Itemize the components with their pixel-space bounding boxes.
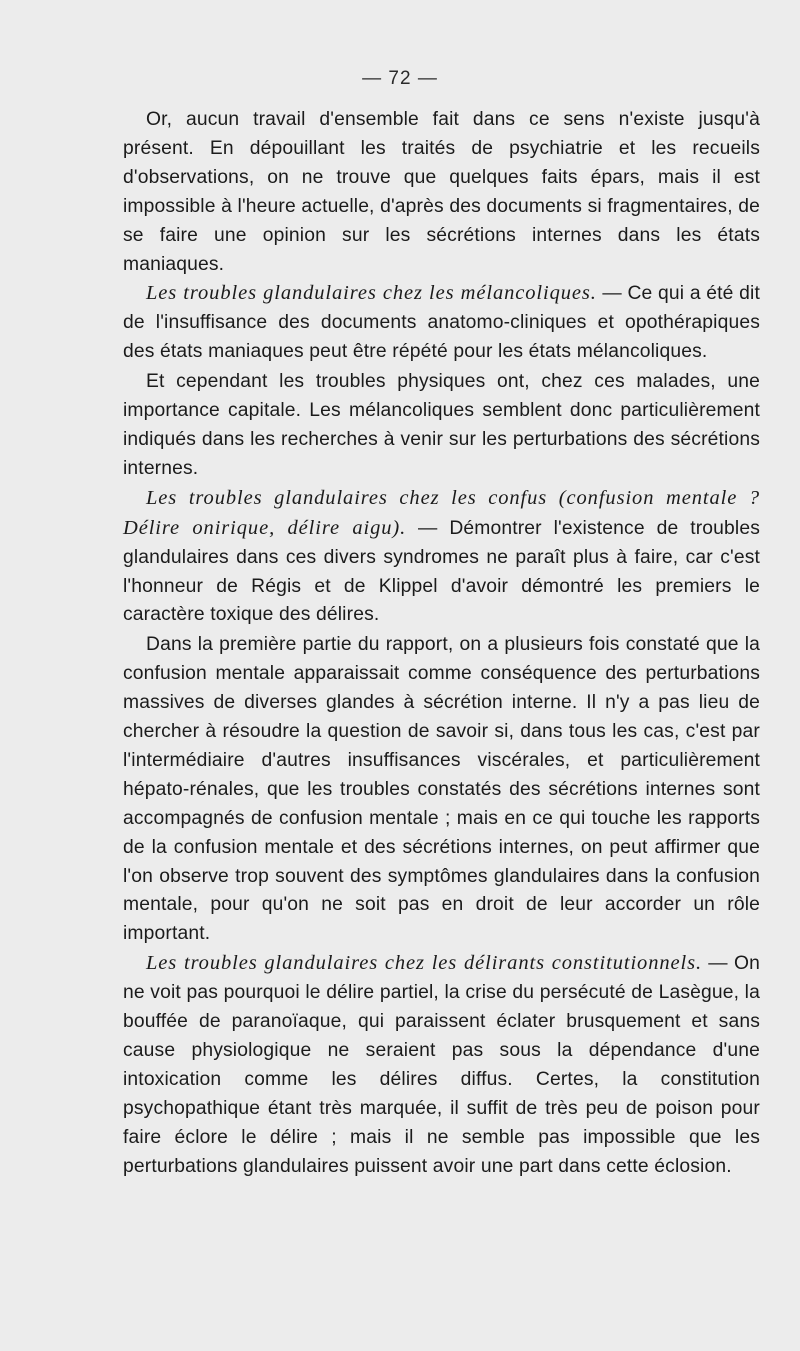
paragraph-text: Dans la première partie du rapport, on a plusieurs fois constaté que la confusion mentale apparaissait comme conséquence des perturbations massives de diverses glandes à sécrétion interne. Il n'y a pas lieu de chercher à résoudre la question de savoir si, dans tous les cas, c'est par l'intermédiaire d'autres insuffisances viscérales, et particulièrement hépato-rénales, que les troubles constatés des sécrétions internes sont accompagnés de confusion mentale ; mais en ce qui touche les rapports de la confusion mentale et des sécrétions internes, on peut affirmer que l'on observe trop souvent des symptômes glandulaires dans la confusion mentale, pour qu'on ne soit pas en droit de leur accorder un rôle important. [123, 634, 760, 945]
paragraph-text: — Démontrer l'existence de troubles glandulaires dans ces divers syndromes ne paraît plus à faire, car c'est l'honneur de Régis et de Klippel d'avoir démontré les premiers le caractère toxique des délires. [123, 517, 760, 626]
paragraph [123, 949, 760, 1181]
section-title: Les troubles glandulaires chez les mélancoliques. [146, 282, 597, 305]
paragraph [123, 484, 760, 631]
paragraph [123, 367, 760, 484]
paragraph [123, 279, 760, 367]
section-title: Les troubles glandulaires chez les délirants constitutionnels. [146, 952, 702, 975]
paragraph [123, 630, 760, 949]
paragraph-text: — Ce qui a été dit de l'insuffisance des documents anatomo-cliniques et opothérapiques des états maniaques peut être répété pour les états mélancoliques. [123, 283, 760, 363]
body-text [123, 105, 760, 1182]
section-title: Les troubles glandulaires chez les confus (confusion mentale ? Délire onirique, délire aigu). [123, 486, 760, 539]
paragraph-text: Or, aucun travail d'ensemble fait dans ce sens n'existe jusqu'à présent. En dépouillant les traités de psychiatrie et les recueils d'observations, on ne trouve que quelques faits épars, mais il est impossible à l'heure actuelle, d'après des documents si fragmentaires, de se faire une opinion sur les sécrétions internes dans les états maniaques. [123, 109, 760, 275]
page-number: — 72 — [362, 68, 438, 89]
paragraph [123, 105, 760, 279]
paragraph-text: Et cependant les troubles physiques ont, chez ces malades, une importance capitale. Les mélancoliques semblent donc particulièrement indiqués dans les recherches à venir sur les perturbations des sécrétions internes. [123, 371, 760, 479]
paragraph-text: — On ne voit pas pourquoi le délire partiel, la crise du persécuté de Lasègue, la bouffée de paranoïaque, qui paraissent éclater brusquement et sans cause physiologique ne seraient pas sous la dépendance d'une intoxication comme les délires diffus. Certes, la constitution psychopathique étant très marquée, il suffit de très peu de poison pour faire éclore le délire ; mais il ne semble pas impossible que les perturbations glandulaires puissent avoir une part dans cette éclosion. [123, 953, 761, 1177]
